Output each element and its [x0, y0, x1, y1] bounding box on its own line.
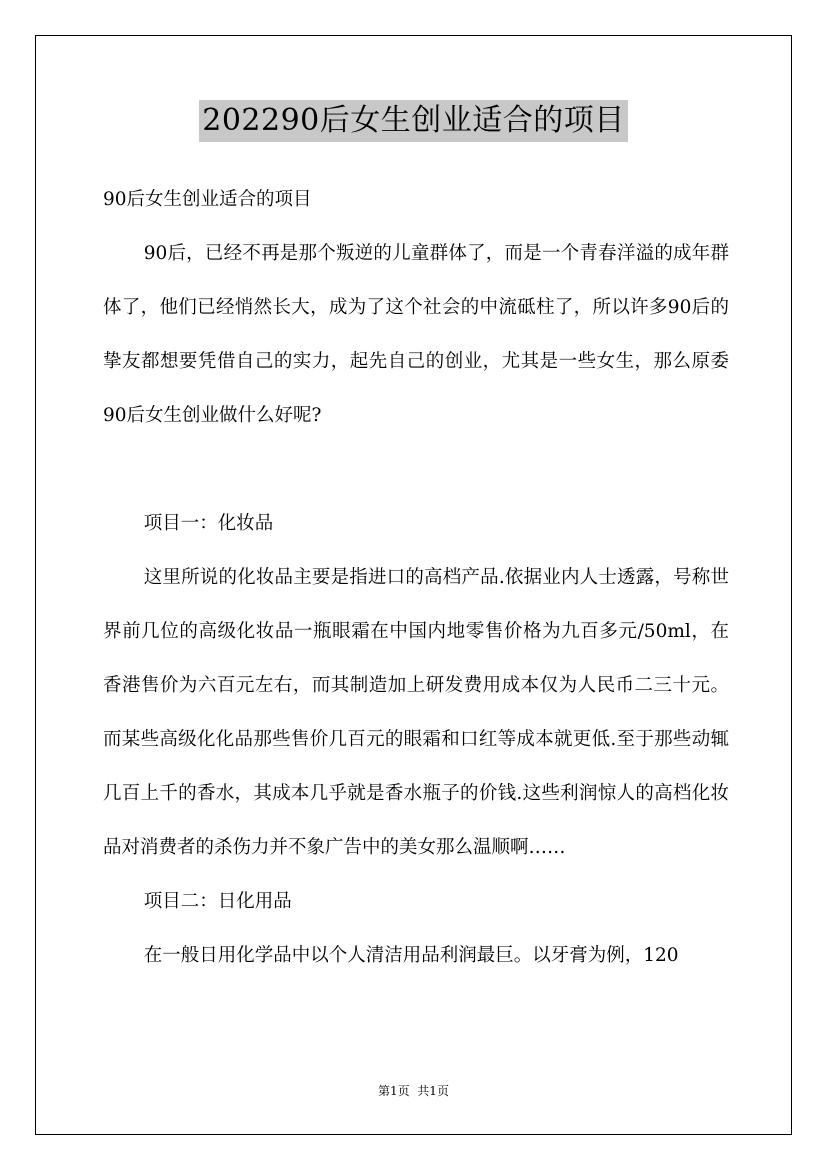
title-container	[0, 100, 827, 142]
document-subtitle: 90后女生创业适合的项目	[103, 189, 312, 210]
section-heading-1: 项目一：化妆品	[143, 513, 274, 534]
section-heading-2: 项目二：日化用品	[143, 891, 292, 912]
section-body-2: 在一般日用化学品中以个人清洁用品利润最巨。以牙膏为例，120	[143, 945, 679, 966]
paragraph-spacer	[103, 443, 729, 497]
document-body	[103, 173, 729, 983]
intro-paragraph: 90后，已经不再是那个叛逆的儿童群体了，而是一个青春洋溢的成年群体了，他们已经悄然长大，成为了这个社会的中流砥柱了，所以许多90后的挚友都想要凭借自己的实力，起先自己的创业，尤其是一些女生，那么原委90后女生创业做什么好呢?	[103, 243, 729, 426]
document-title: 202290后女生创业适合的项目	[199, 100, 628, 142]
section-body-1: 这里所说的化妆品主要是指进口的高档产品.依据业内人士透露，号称世界前几位的高级化妆品一瓶眼霜在中国内地零售价格为九百多元/50ml，在香港售价为六百元左右，而其制造加上研发费用成本仅为人民币二三十元。而某些高级化化品那些售价几百元的眼霜和口红等成本就更低.至于那些动辄几百上千的香水，其成本几乎就是香水瓶子的价钱.这些利润惊人的高档化妆品对消费者的杀伤力并不象广告中的美女那么温顺啊……	[103, 567, 729, 858]
page-footer: 第1页 共1页	[378, 1084, 449, 1098]
